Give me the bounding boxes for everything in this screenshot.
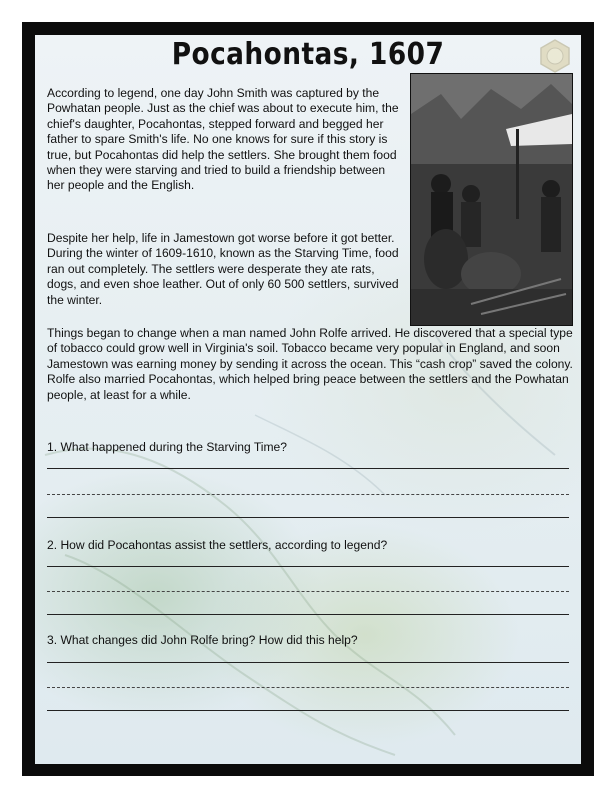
engraving-illustration <box>410 73 573 326</box>
answer-line[interactable] <box>47 517 569 518</box>
question-2: 2. How did Pocahontas assist the settlers, according to legend? <box>47 538 388 552</box>
paragraph-starving-time: Despite her help, life in Jamestown got worse before it got better. During the winter of 1609-1610, known as the Starving Time, food ran out completely. The settlers were desperate they ate rats, dogs, and even shoe leather. Out of only 60 500 settlers, survived the winter. <box>47 231 399 307</box>
answer-line[interactable] <box>47 662 569 663</box>
page-title: Pocahontas, 1607 <box>171 37 445 72</box>
worksheet-page <box>35 35 581 764</box>
answer-line[interactable] <box>47 614 569 615</box>
answer-line[interactable] <box>47 566 569 567</box>
answer-line[interactable] <box>47 468 569 469</box>
paragraph-john-rolfe: Things began to change when a man named John Rolfe arrived. He discovered that a special type of tobacco could grow well in Virginia's soil. Tobacco became very popular in England, and soon Jamestown was earning money by sending it across the ocean. This “cash crop” saved the colony. Rolfe also married Pocahontas, which helped bring peace between the settlers and the Powhatan people, at least for a while. <box>47 326 573 402</box>
question-1: 1. What happened during the Starving Time? <box>47 440 288 454</box>
answer-line[interactable] <box>47 687 569 688</box>
question-3: 3. What changes did John Rolfe bring? How did this help? <box>47 633 358 647</box>
answer-line[interactable] <box>47 494 569 495</box>
answer-line[interactable] <box>47 710 569 711</box>
paragraph-legend: According to legend, one day John Smith was captured by the Powhatan people. Just as the chief was about to execute him, the chief's daughter, Pocahontas, stepped forward and begged her father to spare Smith's life. No one knows for sure if this story is true, but Pocahontas did help the settlers. She brought them food when they were starving and tried to build a friendship between her people and the English. <box>47 86 399 193</box>
seal-logo-icon <box>537 38 573 74</box>
answer-line[interactable] <box>47 591 569 592</box>
